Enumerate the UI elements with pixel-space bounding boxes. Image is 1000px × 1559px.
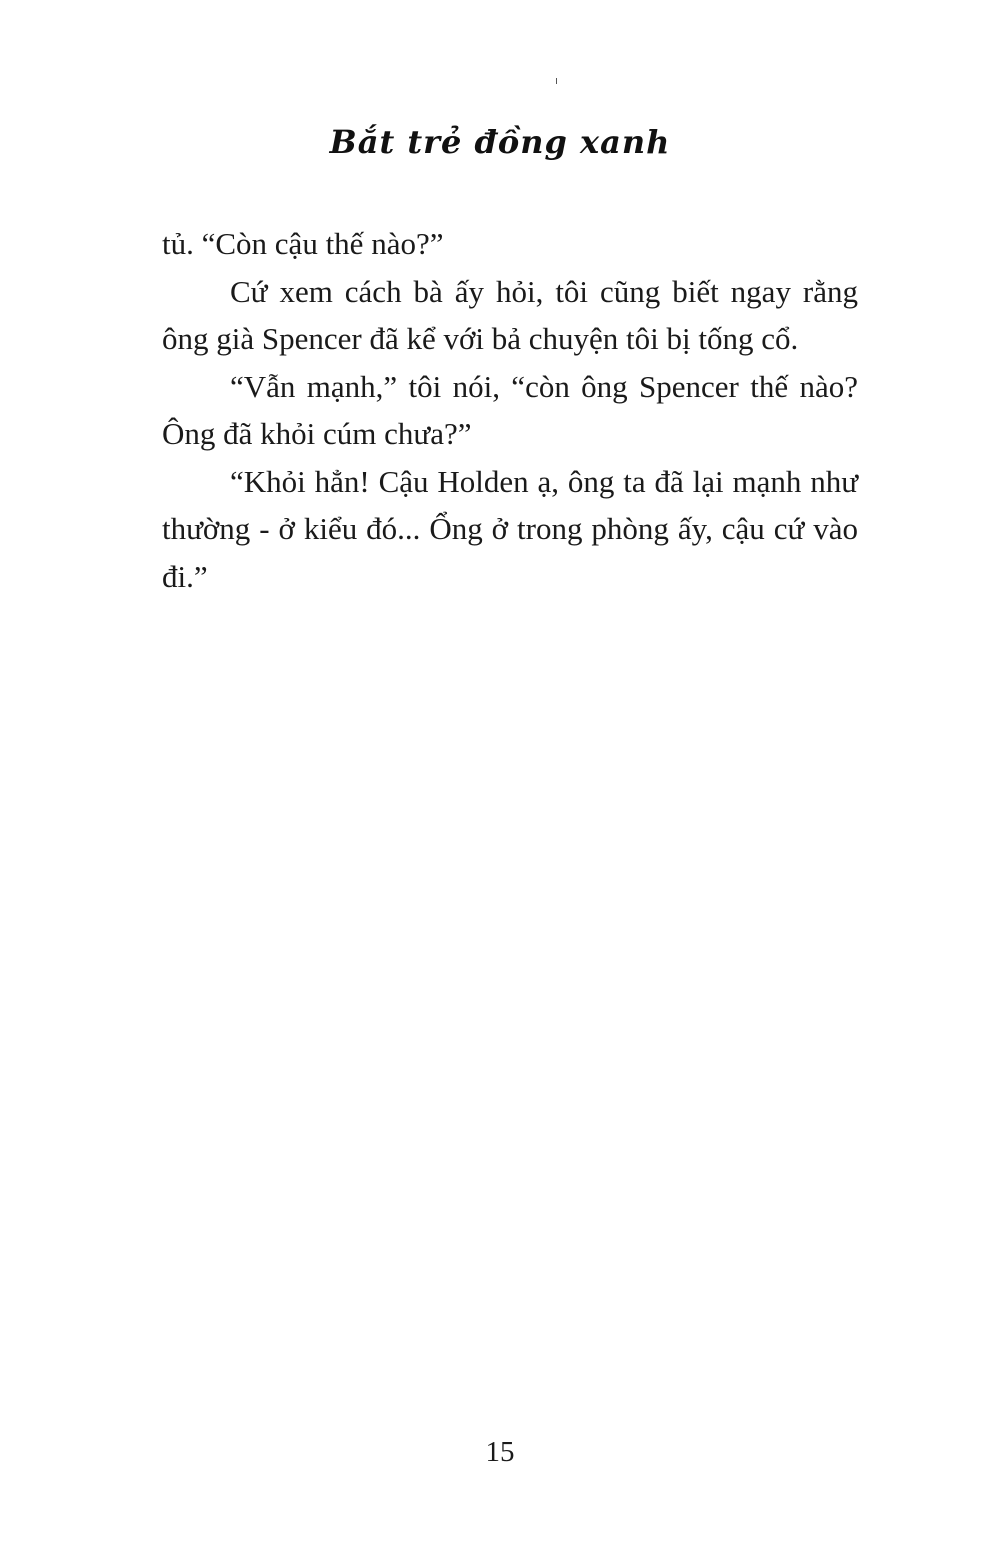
running-header-book-title: Bắt trẻ đồng xanh [329, 123, 671, 161]
paragraph-3: “Vẫn mạnh,” tôi nói, “còn ông Spencer thế nào? Ông đã khỏi cúm chưa?” [162, 368, 858, 451]
print-mark [556, 78, 557, 84]
paragraph-4: “Khỏi hẳn! Cậu Holden ạ, ông ta đã lại mạnh như thường - ở kiểu đó... Ổng ở trong phòng ấy, cậu cứ vào đi.” [162, 463, 858, 594]
page-number: 15 [485, 1436, 515, 1468]
body-text [162, 220, 858, 600]
paragraph-1: tủ. “Còn cậu thế nào?” [162, 226, 444, 261]
paragraph-2: Cứ xem cách bà ấy hỏi, tôi cũng biết ngay rằng ông già Spencer đã kể với bả chuyện tôi bị tống cổ. [162, 273, 858, 356]
